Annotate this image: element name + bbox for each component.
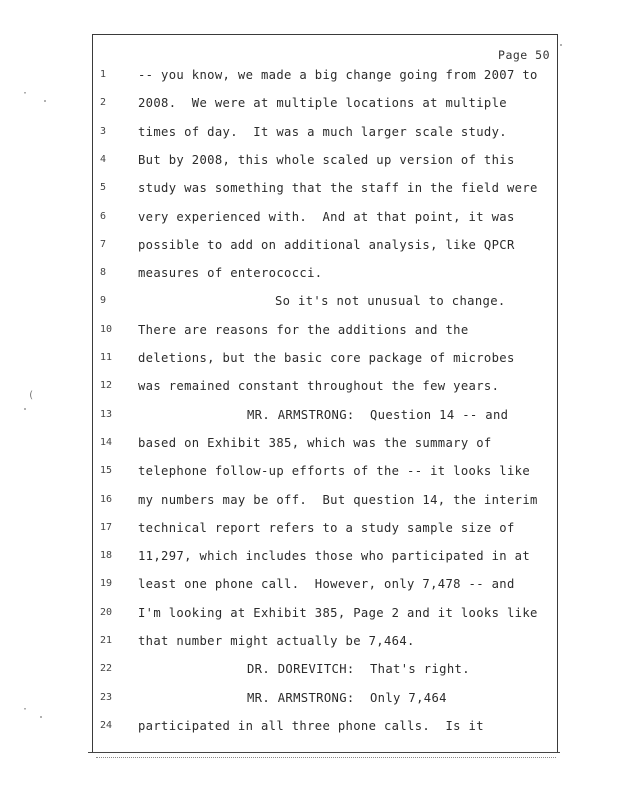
scan-mark: (	[28, 390, 35, 401]
line-number: 10	[100, 323, 113, 335]
line-number: 9	[100, 295, 107, 307]
transcript-line: that number might actually be 7,464.	[138, 634, 415, 648]
page-footer-rule	[96, 757, 556, 758]
line-number: 6	[100, 210, 107, 222]
line-number: 22	[100, 663, 113, 675]
line-number: 4	[100, 153, 107, 165]
line-number: 12	[100, 380, 113, 392]
line-number: 1	[100, 69, 107, 80]
page-number: Page 50	[498, 48, 550, 62]
transcript-line: DR. DOREVITCH: That's right.	[247, 662, 470, 677]
line-number: 21	[100, 635, 113, 646]
transcript-line: 2008. We were at multiple locations at multiple	[138, 96, 507, 111]
transcript-line: very experienced with. And at that point, it was	[138, 209, 515, 224]
scan-mark: ·	[22, 88, 29, 99]
transcript-line: So it's not unusual to change.	[275, 294, 506, 309]
line-number: 14	[100, 436, 113, 448]
line-number: 23	[100, 691, 113, 703]
line-number: 19	[100, 578, 113, 590]
line-number: 24	[100, 719, 113, 731]
line-number: 17	[100, 521, 113, 533]
line-number: 11	[100, 352, 113, 363]
transcript-line: technical report refers to a study sample size of	[138, 520, 515, 535]
transcript-line: possible to add on additional analysis, like QPCR	[138, 237, 515, 252]
transcript-line: -- you know, we made a big change going from 2007 to	[138, 68, 538, 82]
transcript-line: MR. ARMSTRONG: Question 14 -- and	[247, 407, 509, 422]
transcript-line: was remained constant throughout the few years.	[138, 379, 500, 394]
line-number: 2	[100, 97, 107, 109]
transcript-line: But by 2008, this whole scaled up version of this	[138, 152, 515, 167]
transcript-line: measures of enterococci.	[138, 266, 323, 281]
transcript-line: my numbers may be off. But question 14, the interim	[138, 492, 538, 507]
line-number: 5	[100, 182, 107, 194]
line-number: 3	[100, 125, 107, 137]
transcript-line: participated in all three phone calls. Is it	[138, 718, 484, 733]
line-number: 15	[100, 465, 113, 477]
scan-speck	[24, 408, 26, 410]
line-number: 20	[100, 606, 113, 618]
transcript-line: based on Exhibit 385, which was the summary of	[138, 435, 492, 450]
transcript-line: telephone follow-up efforts of the -- it looks like	[138, 464, 531, 479]
transcript-line: MR. ARMSTRONG: Only 7,464	[247, 690, 447, 705]
page-bottom-rule	[88, 752, 560, 753]
transcript-line: study was something that the staff in the field were	[138, 181, 538, 196]
scan-speck	[44, 100, 46, 102]
line-number: 7	[100, 238, 107, 250]
scan-speck	[560, 44, 562, 46]
line-number: 16	[100, 493, 113, 505]
transcript-line: least one phone call. However, only 7,478 -- and	[138, 577, 515, 592]
transcript-line: I'm looking at Exhibit 385, Page 2 and it looks like	[138, 605, 538, 620]
transcript-line: 11,297, which includes those who participated in at	[138, 549, 531, 564]
transcript-line: deletions, but the basic core package of microbes	[138, 351, 515, 365]
line-number: 8	[100, 267, 107, 279]
transcript-line: There are reasons for the additions and the	[138, 322, 469, 337]
line-number: 18	[100, 550, 113, 562]
scan-speck	[40, 716, 42, 718]
scan-mark: ·	[22, 704, 29, 715]
transcript-line: times of day. It was a much larger scale study.	[138, 124, 507, 139]
line-number: 13	[100, 408, 113, 420]
